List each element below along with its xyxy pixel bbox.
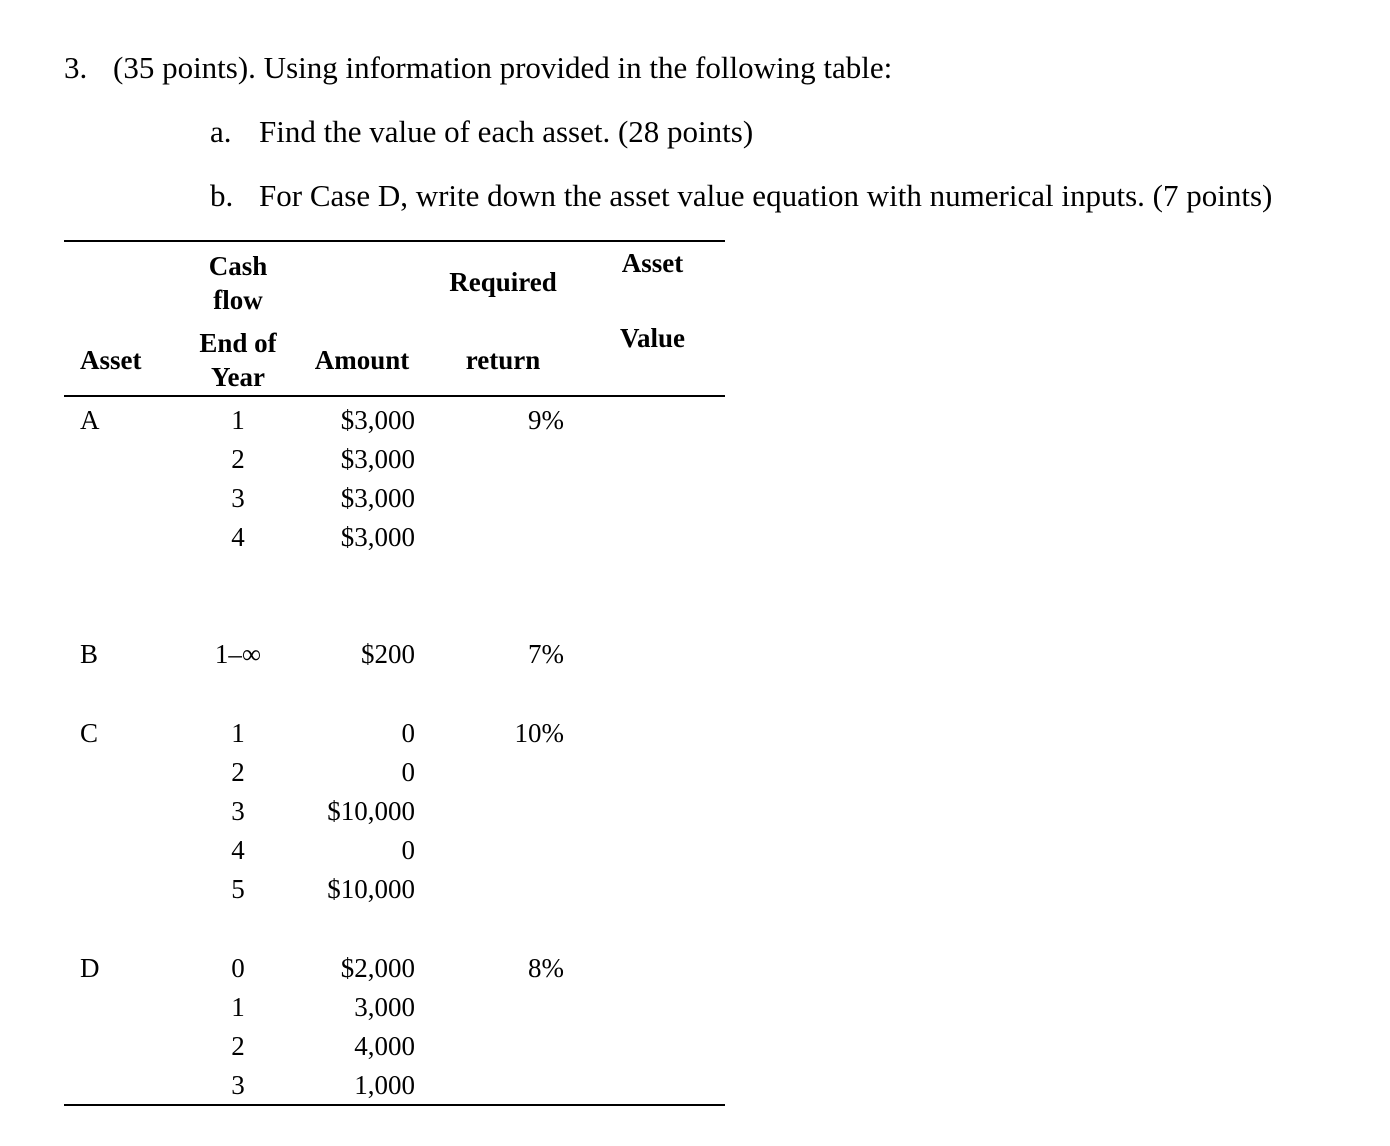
asset-c-amount-4: 0: [401, 835, 415, 865]
asset-c-amount-2: 0: [401, 757, 415, 787]
asset-d-amount-3: 1,000: [354, 1070, 415, 1100]
part-b-text: For Case D, write down the asset value equation with numerical inputs. (7 points): [259, 178, 1273, 213]
header-asset-value-2: Value: [619, 323, 686, 353]
asset-a-amount-2: $3,000: [340, 444, 415, 474]
header-flow: flow: [213, 285, 263, 315]
asset-d-amount-0: $2,000: [340, 953, 415, 983]
asset-a-amount-1: $3,000: [340, 405, 415, 435]
asset-c-year-4: 4: [231, 835, 245, 865]
asset-c-year-3: 3: [231, 796, 245, 826]
asset-a-label: A: [80, 405, 100, 435]
asset-d-amount-1: 3,000: [354, 992, 415, 1022]
header-return: return: [465, 345, 541, 375]
asset-c-return: 10%: [514, 718, 564, 748]
asset-a-year-4: 4: [231, 522, 245, 552]
asset-d-amount-2: 4,000: [354, 1031, 415, 1061]
header-year: Year: [211, 362, 265, 392]
part-b-label: b.: [210, 178, 234, 213]
question-intro: (35 points). Using information provided in the following table:: [113, 50, 893, 85]
asset-d-year-3: 3: [231, 1070, 245, 1100]
asset-b-label: B: [80, 639, 99, 669]
asset-a-return: 9%: [528, 405, 564, 435]
asset-d-year-2: 2: [231, 1031, 245, 1061]
asset-a-year-2: 2: [231, 444, 245, 474]
header-cash: Cash: [208, 251, 268, 281]
header-asset: Asset: [80, 345, 142, 375]
header-asset-value-1: Asset: [621, 248, 684, 278]
asset-d-label: D: [80, 953, 100, 983]
asset-c-amount-1: 0: [401, 718, 415, 748]
asset-b-amount: $200: [361, 639, 415, 669]
asset-c-year-1: 1: [231, 718, 245, 748]
asset-c-amount-5: $10,000: [327, 874, 415, 904]
header-end-of: End of: [199, 328, 277, 358]
asset-d-year-1: 1: [231, 992, 245, 1022]
asset-c-label: C: [80, 718, 99, 748]
part-a-label: a.: [210, 114, 232, 149]
table-header-rule: [64, 395, 725, 397]
table-top-rule: [64, 240, 725, 242]
question-number: 3.: [64, 50, 88, 85]
asset-d-year-0: 0: [231, 953, 245, 983]
asset-b-year-range: 1–∞: [214, 639, 262, 669]
asset-c-year-2: 2: [231, 757, 245, 787]
asset-a-amount-3: $3,000: [340, 483, 415, 513]
asset-a-year-1: 1: [231, 405, 245, 435]
header-required: Required: [449, 267, 557, 297]
header-amount: Amount: [314, 345, 410, 375]
asset-d-return: 8%: [528, 953, 564, 983]
asset-a-amount-4: $3,000: [340, 522, 415, 552]
asset-b-return: 7%: [528, 639, 564, 669]
table-bottom-rule: [64, 1104, 725, 1106]
asset-c-amount-3: $10,000: [327, 796, 415, 826]
part-a-text: Find the value of each asset. (28 points): [259, 114, 754, 149]
asset-c-year-5: 5: [231, 874, 245, 904]
asset-a-year-3: 3: [231, 483, 245, 513]
